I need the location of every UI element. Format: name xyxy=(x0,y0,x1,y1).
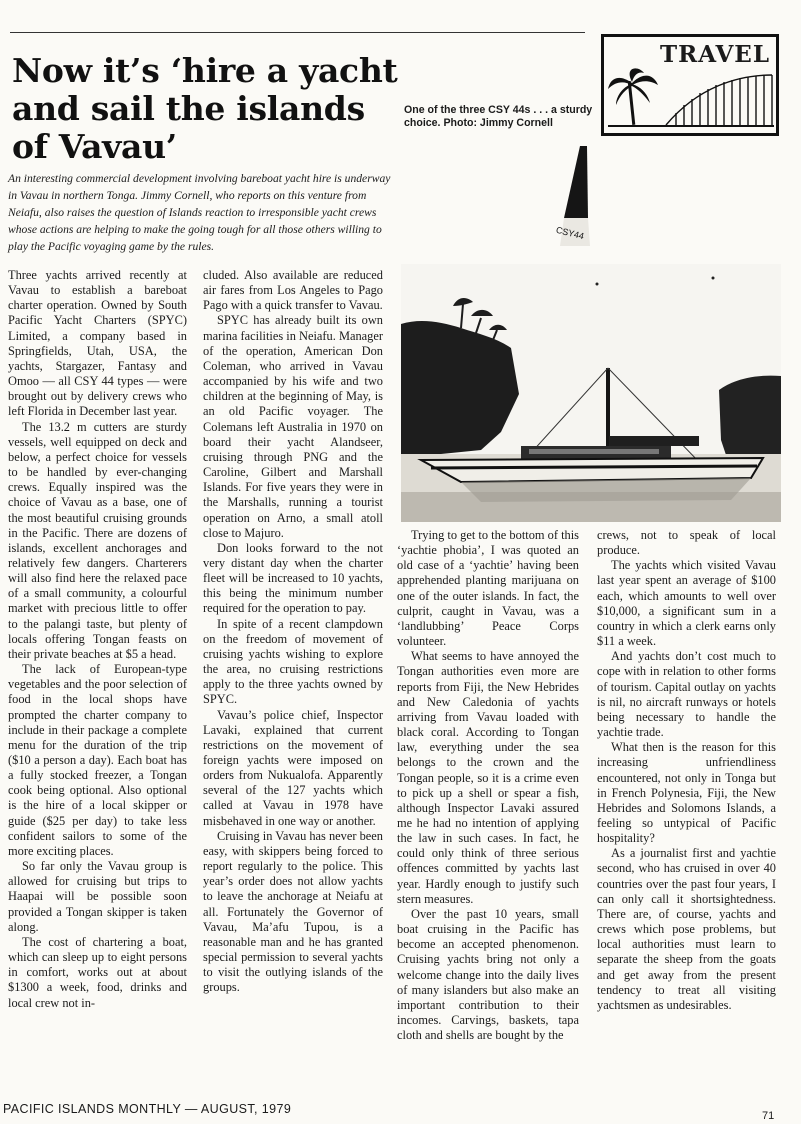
palm-bridge-logo-icon xyxy=(608,67,774,131)
travel-section-box xyxy=(601,34,779,136)
paragraph: The yachts which visited Vavau last year spent an average of $100 each, which amounts to well over $10,000, a significant sum in a country in which a clerk earns only $11 a week. xyxy=(597,558,776,649)
paragraph: Three yachts arrived recently at Vavau to establish a bareboat charter operation. Owned by South Pacific Yacht Charters (SPYC) Limited, a company based in Springfields, Utah, USA, the yachts, Stargazer, Fantasy and Omoo — all CSY 44 types — were brought out by delivery crews who left Florida in December last year. xyxy=(8,268,187,419)
yacht-photo xyxy=(401,264,781,522)
paragraph: cluded. Also available are reduced air fares from Los Angeles to Pago Pago with a quick transfer to Vavau. xyxy=(203,268,383,313)
paragraph: And yachts don’t cost much to cope with in relation to other forms of tourism. Capital outlay on yachts is nil, no aircraft runways or hotels being necessary to handle the yachtie trade. xyxy=(597,649,776,740)
sail-detail-photo xyxy=(554,146,594,246)
paragraph: The cost of chartering a boat, which can sleep up to eight persons in comfort, works out at about $1300 a week, food, drinks and local crew not in- xyxy=(8,934,187,1010)
paragraph: In spite of a recent clampdown on the freedom of movement of cruising yachts wishing to explore the area, no cruising restrictions apply to the three yachts owned by SPYC. xyxy=(203,616,383,707)
paragraph: Don looks forward to the not very distant day when the charter fleet will be increased to 10 yachts, this being the minimum number required for the operation to pay. xyxy=(203,540,383,616)
article-column-3 xyxy=(397,528,579,1043)
paragraph: What then is the reason for this increasing unfriendliness encountered, not only in Tonga but in French Polynesia, Fiji, the New Hebrides and Solomons Islands, a feeling so untypical of Pacific hospitality? xyxy=(597,740,776,846)
section-tag: TRAVEL xyxy=(660,41,770,68)
article-column-4 xyxy=(597,528,776,1013)
article-column-2 xyxy=(203,268,383,996)
paragraph: SPYC has already built its own marina facilities in Neiafu. Manager of the operation, American Don Coleman, who arrived in Vavau accompanied by his wife and two children at the beginning of May, is an old Pacific voyager. The Colemans left Australia in 1970 on board their yacht Alandseer, cruising through PNG and the Caroline, Gilbert and Marshall Islands. For five years they were in the Marshalls, running a tourist operation on Arno, a small atoll close to Majuro. xyxy=(203,313,383,540)
page-footer: PACIFIC ISLANDS MONTHLY — AUGUST, 1979 xyxy=(3,1102,292,1116)
paragraph: crews, not to speak of local produce. xyxy=(597,528,776,558)
top-rule xyxy=(10,32,585,33)
paragraph: Trying to get to the bottom of this ‘yachtie phobia’, I was quoted an old case of a ‘yachtie’ having been apprehended planting marijuana on one of the outer islands. In fact, the culprit, caught in Vavau, was a ‘landlubbing’ Peace Corps volunteer. xyxy=(397,528,579,649)
paragraph: The 13.2 m cutters are sturdy vessels, well equipped on deck and below, a perfect choice for vessels to be handled by ever-changing crews. Equally inspired was the choice of Vavau as a base, one of the most beautiful cruising grounds in the Pacific. There are dozens of islands, excellent anchorages and relatively few dangers. Charterers will also find here the relaxed pace of a small community, a colourful market with precious little to offer to the palangi taste, but plenty of locals offering Tongan feasts on their private beaches at $5 a head. xyxy=(8,419,187,661)
paragraph: As a journalist first and yachtie second, who has cruised in over 40 countries over the past four years, I can only call it shortsightedness. There are, of course, yachts and crews which pose problems, but local authorities must learn to separate the sheep from the goats and get away from the present tendency to treat all visiting yachtsmen as undesirables. xyxy=(597,846,776,1012)
article-column-1 xyxy=(8,268,187,1011)
sail-marking: CSY44 xyxy=(554,224,586,242)
paragraph: The lack of European-type vegetables and the poor selection of food in the local shops have prompted the charter company to include in their package a complete menu for the duration of the trip ($10 a person a day). Each boat has a fully stocked freezer, a Tongan cook being optional. Also optional is the hire of a local skipper or guide ($25 per day) to take less confident sailors to some of the more exciting places. xyxy=(8,662,187,858)
page-number: 71 xyxy=(762,1110,775,1122)
article-headline: Now it’s ‘hire a yacht and sail the islands of Vavau’ xyxy=(12,51,398,166)
paragraph: What seems to have annoyed the Tongan authorities even more are reports from Fiji, the New Hebrides and New Caledonia of yachts arriving from Vavau loaded with black coral. According to Tongan law, everything under the sea belongs to the crown and the Tongan people, so it is a crime even to pick up a shell or spear a fish, although Inspector Lavaki assured me he had no intention of applying the law in such cases. In fact, he could only think of three serious offences committed by yachts last year. Hardly enough to justify such stern measures. xyxy=(397,649,579,906)
paragraph: Vavau’s police chief, Inspector Lavaki, explained that current restrictions on the movement of foreign yachts were imposed on orders from Nukualofa. Apparently several of the 127 yachts which called at Vavau in 1978 have misbehaved in one way or another. xyxy=(203,707,383,828)
paragraph: So far only the Vavau group is allowed for cruising but trips to Haapai will be possible soon provided a Tongan skipper is taken along. xyxy=(8,859,187,934)
photo-caption: One of the three CSY 44s . . . a sturdy choice. Photo: Jimmy Cornell xyxy=(404,104,593,129)
paragraph: Over the past 10 years, small boat cruising in the Pacific has become an accepted phenomenon. Cruising yachts bring not only a welcome change into the daily lives of many islanders but also make an important contribution to their incomes. Carvings, baskets, tapa cloth and shells are bought by the xyxy=(397,906,579,1043)
paragraph: Cruising in Vavau has never been easy, with skippers being forced to report regularly to the police. This year’s order does not allow yachts to leave the anchorage at Neiafu at all. Fortunately the Governor of Vavau, Ma’afu Tupou, is a reasonable man and he has granted special permission to several yachts to visit the outlying islands of the groups. xyxy=(203,828,383,995)
article-dek: An interesting commercial development involving bareboat yacht hire is underway in Vavau in northern Tonga. Jimmy Cornell, who reports on this venture from Neiafu, also raises the question of Islands reaction to irresponsible yacht crews whose actions are helping to make the going tough for all those others willing to play the Pacific voyaging game by the rules. xyxy=(8,172,391,253)
